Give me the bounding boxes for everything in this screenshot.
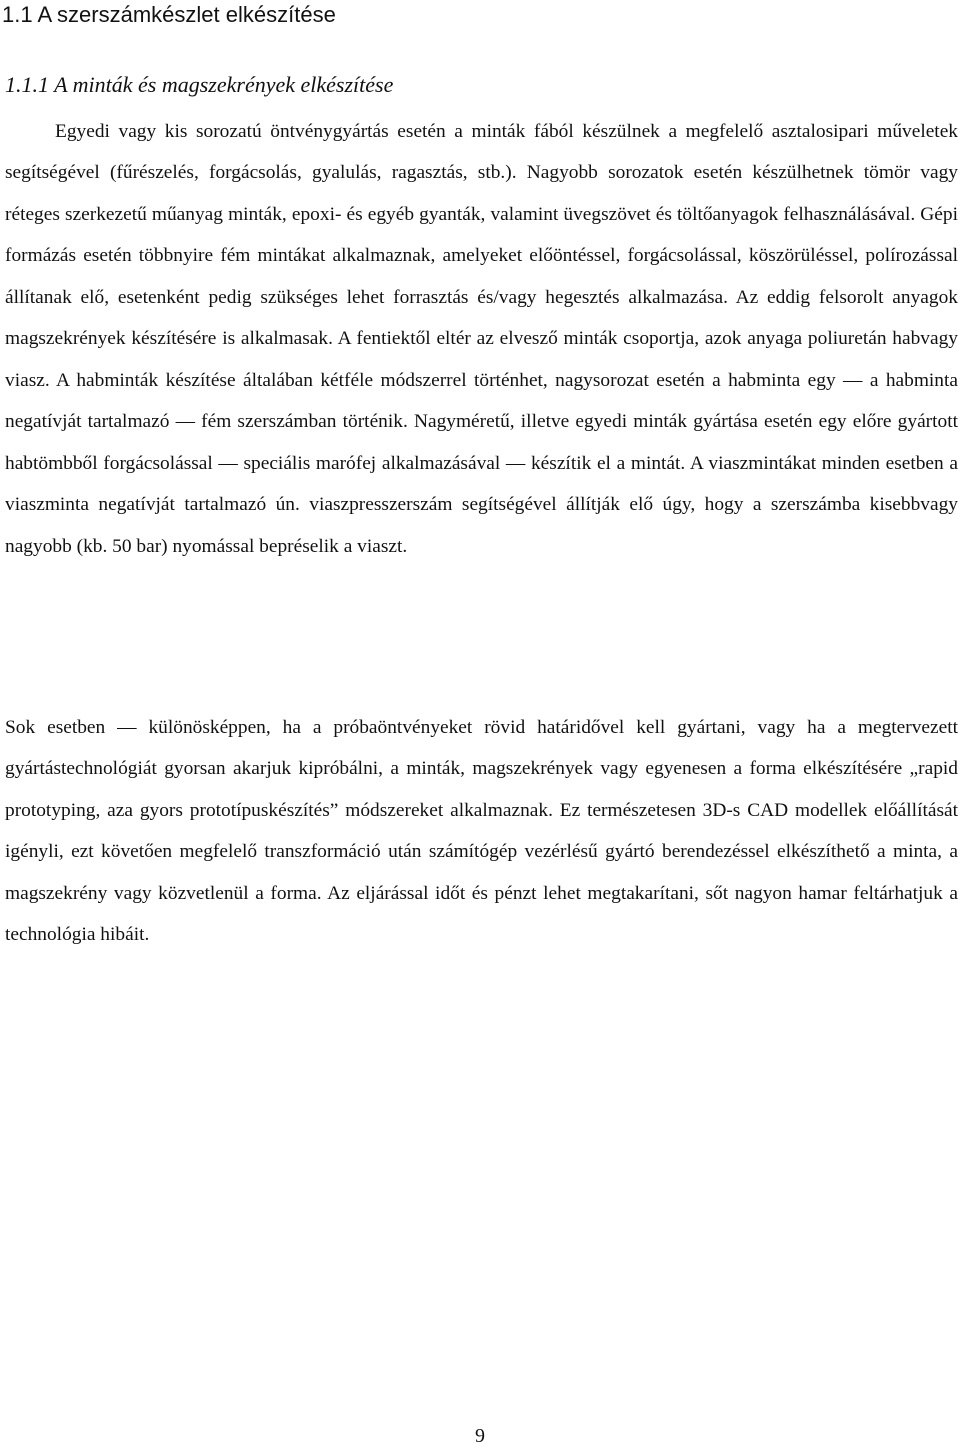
page-number: 9 bbox=[475, 1425, 485, 1447]
body-paragraph-1: Egyedi vagy kis sorozatú öntvénygyártás esetén a minták fából készülnek a megfelelő asztalosipari műveletek segítségével (fűrészelés, forgácsolás, gyalulás, ragasztás, stb.). Nagyobb sorozatok esetén készülhetnek tömör vagy réteges szerkezetű műanyag minták, epoxi- és egyéb gyanták, valamint üvegszövet és töltőanyagok felhasználásával. Gépi formázás esetén többnyire fém mintákat alkalmaznak, amelyeket előöntéssel, forgácsolással, köszörüléssel, polírozással állítanak elő, esetenként pedig szükséges lehet forrasztás és/vagy hegesztés alkalmazása. Az eddig felsorolt anyagok magszekrények készítésére is alkalmasak. A fentiektől eltér az elvesző minták csoportja, azok anyaga poliuretán habvagy viasz. A habminták készítése általában kétféle módszerrel történhet, nagysorozat esetén a habminta egy — a habminta negatívját tartalmazó — fém szerszámban történik. Nagyméretű, illetve egyedi minták gyártása esetén egy előre gyártott habtömbből forgácsolással — speciális marófej alkalmazásával — készítik el a mintát. A viaszmintákat minden esetben a viaszminta negatívját tartalmazó ún. viaszpresszerszám segítségével állítják elő úgy, hogy a szerszámba kisebbvagy nagyobb (kb. 50 bar) nyomással bepréselik a viaszt. bbox=[5, 121, 958, 557]
body-paragraph-2: Sok esetben — különösképpen, ha a próbaöntvényeket rövid határidővel kell gyártani, vagy ha a megtervezett gyártástechnológiát gyorsan akarjuk kipróbálni, a minták, magszekrények vagy egyenesen a forma elkészítésére „rapid prototyping, aza gyors prototípuskészítés” módszereket alkalmaznak. Ez természetesen 3D-s CAD modellek előállítását igényli, ezt követően megfelelő transzformáció után számítógép vezérlésű gyártó berendezéssel elkészíthető a minta, a magszekrény vagy közvetlenül a forma. Az eljárással időt és pénzt lehet megtakarítani, sőt nagyon hamar feltárhatjuk a technológia hibáit. bbox=[5, 717, 958, 946]
section-heading: 1.1 A szerszámkészlet elkészítése bbox=[2, 2, 336, 27]
subsection-heading: 1.1.1 A minták és magszekrények elkészítése bbox=[5, 72, 394, 97]
